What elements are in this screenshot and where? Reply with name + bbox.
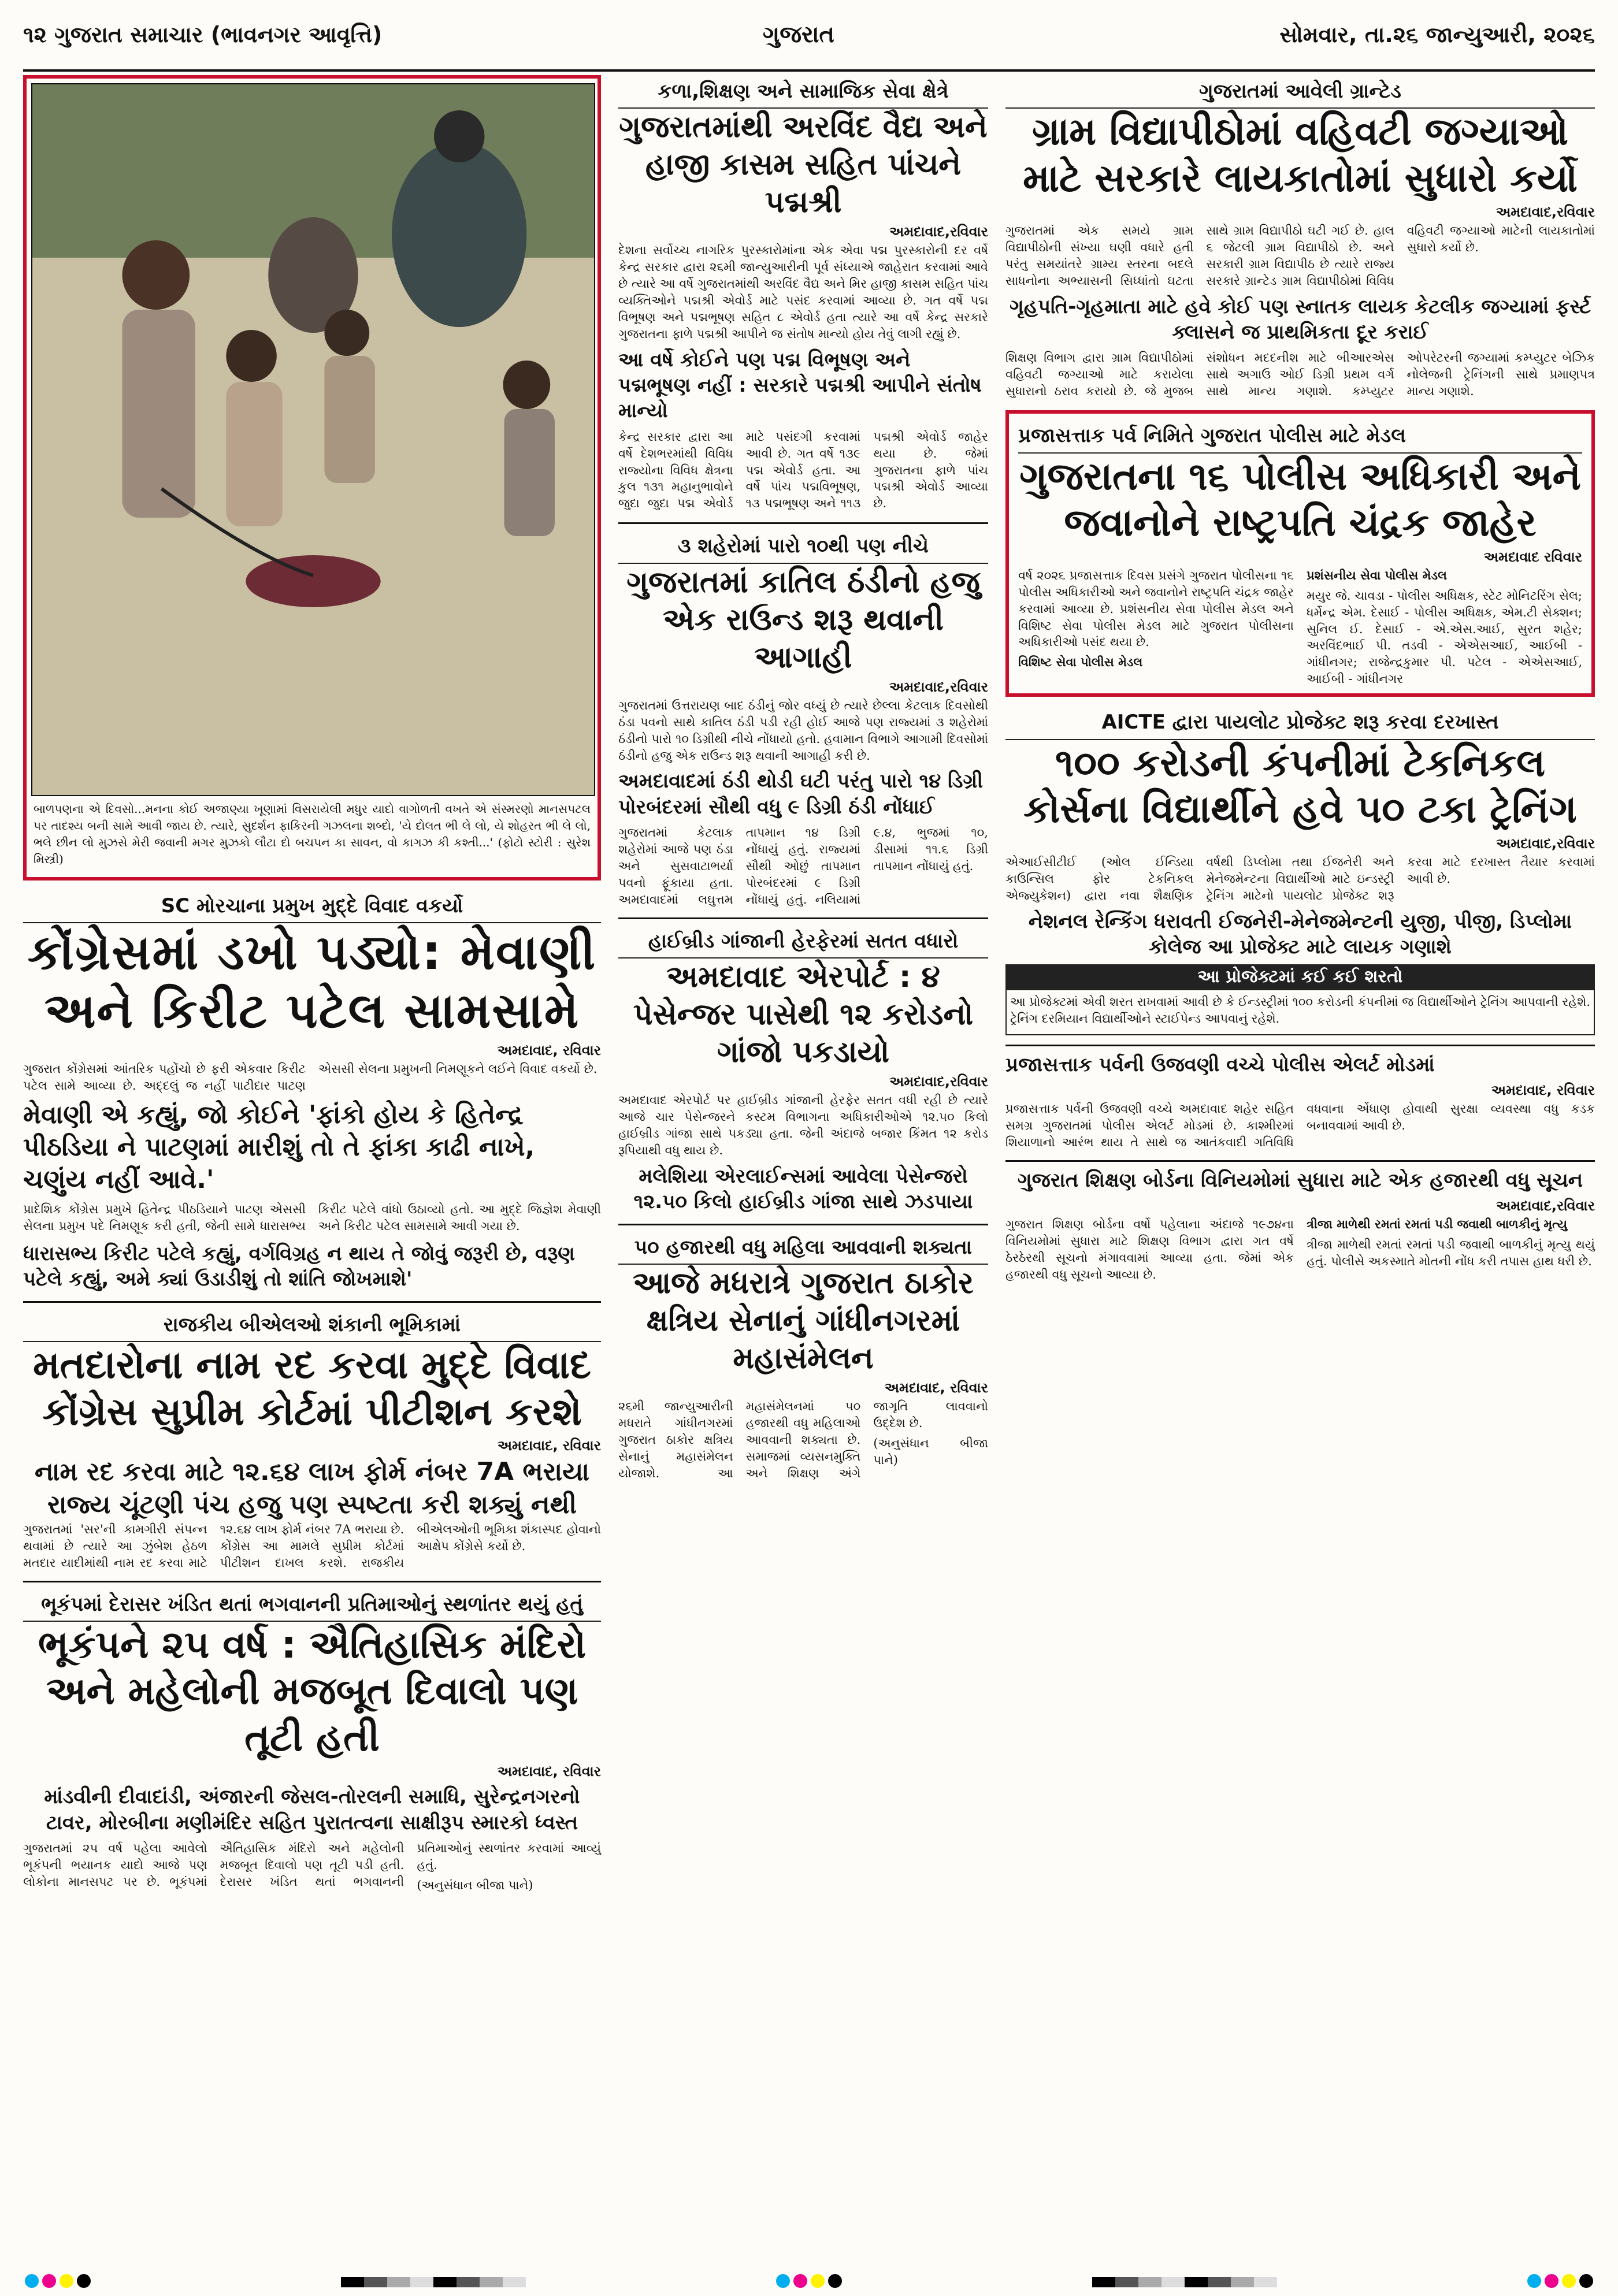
- article-dateline: અમદાવાદ,રવિવાર: [889, 678, 988, 695]
- article-body: [618, 1398, 988, 1482]
- article-headline: અમદાવાદ એરપોર્ટ : ૪ પેસેન્જર પાસેથી ૧૨ કરોડનો ગાંજો પકડાયો: [633, 959, 974, 1069]
- article-paragraph: પ્રાદેશિક કોંગ્રેસ પ્રમુખે હિતેન્દ્ર પીઠડિયાને પાટણ એસસી સેલના પ્રમુખ પદે નિમણૂક કરી હતી, જેની સામે ધારાસભ્ય કિરીટ પટેલે વાંધો ઉઠાવ્યો હતો. આ મુદ્દે જિજ્ઞેશ મેવાણી અને કિરીટ પટેલ સામસામે આવી ગયા છે.: [23, 1202, 601, 1233]
- article-body: [1018, 567, 1582, 688]
- article-kicker: રાજકીય બીએલઓ શંકાની ભૂમિકામાં: [23, 1309, 601, 1342]
- article-kicker: કળા,શિક્ષણ અને સામાજિક સેવા ક્ષેત્રે: [618, 75, 988, 109]
- article-subhead: અમદાવાદમાં ઠંડી થોડી ઘટી પરંતુ પારો ૧૪ ડિગ્રી પોરબંદરમાં સૌથી વધુ ૯ ડિગ્રી ઠંડી નોંધાઈ: [618, 770, 984, 819]
- article-body: [1005, 222, 1595, 289]
- article-voters-dispute: [23, 1309, 601, 1571]
- article-paragraph: ગુજરાતમાં ૨૫ વર્ષ પહેલા આવેલો ભૂકંપની ભયાનક યાદો આજે પણ લોકોના માનસપટ પર છે. ભૂકંપમાં ઐતિહાસિક મંદિરો અને મહેલોની મજબૂત દિવાલો પણ તૂટી પડી હતી. દેરાસર ખંડિત થતાં ભગવાનની પ્રતિમાઓનું સ્થળાંતર કરવામાં આવ્યું હતું.: [23, 1841, 601, 1889]
- right-column: [1005, 75, 1595, 1292]
- article-paragraph: આ પ્રોજેક્ટમાં એવી શરત રાખવામાં આવી છે કે ઈન્ડસ્ટ્રીમાં ૧૦૦ કરોડની કંપનીમાં જ વિદ્યાર્થીઓને ટ્રેનિંગ આપવાની રહેશે. ટ્રેનિંગ દરમિયાન વિદ્યાર્થીઓને સ્ટાઈપેન્ડ આપવાનું રહેશે.: [1010, 994, 1590, 1026]
- article-headline: મતદારોના નામ રદ કરવા મુદ્દે વિવાદ કોંગ્રેસ સુપ્રીમ કોર્ટમાં પીટીશન કરશે: [33, 1343, 591, 1434]
- article-headline: કોંગ્રેસમાં ડખો પડ્યો: મેવાણી અને કિરીટ પટેલ સામસામે: [27, 924, 597, 1039]
- left-column: [23, 75, 601, 1903]
- article-body: [618, 697, 988, 764]
- article-kicker: ભૂકંપમાં દેરાસર ખંડિત થતાં ભગવાનની પ્રતિમાઓનું સ્થળાંતર થયું હતું: [23, 1588, 601, 1622]
- article-paragraph: કેન્દ્ર સરકાર દ્વારા આ વર્ષે દેશભરમાંથી વિવિધ રાજ્યોના વિવિધ ક્ષેત્રના કુલ ૧૩૧ મહાનુભાવોને જુદા જુદા પદ્મ એવોર્ડ માટે પસંદગી કરવામાં આવી છે. ગત વર્ષે ૧૩૯ પદ્મ એવોર્ડ હતા. આ વર્ષે પાંચ પદ્મવિભૂષણ, ૧૩ પદ્મભૂષણ અને ૧૧૩ પદ્મશ્રી એવોર્ડ જાહેર થયા છે. જેમાં ગુજરાતના ફાળે પાંચ પદ્મશ્રી એવોર્ડ આવ્યા છે.: [618, 429, 988, 511]
- article-kicker: AICTE દ્વારા પાયલોટ પ્રોજેક્ટ શરૂ કરવા દરખાસ્ત: [1005, 706, 1595, 740]
- article-dateline: અમદાવાદ,રવિવાર: [1496, 204, 1595, 221]
- article-dateline: અમદાવાદ રવિવાર: [1483, 548, 1582, 565]
- photo-illustration: [32, 84, 594, 795]
- article-kicker: પ્રજાસત્તાક પર્વ નિમિતે ગુજરાત પોલીસ માટે મેડલ: [1018, 419, 1582, 453]
- article-headline: ગ્રામ વિદ્યાપીઠોમાં વહિવટી જગ્યાઓ માટે સરકારે લાયકાતોમાં સુધારો કર્યો: [1023, 109, 1578, 200]
- article-kicker: ગુજરાતમાં આવેલી ગ્રાન્ટેડ: [1005, 75, 1595, 109]
- article-padma-awards: [618, 75, 988, 513]
- article-paragraph: ગુજરાતમાં 'સર'ની કામગીરી સંપન્ન થવામાં છે ત્યારે આ ઝુંબેશ હેઠળ મતદાર યાદીમાંથી નામ રદ કરવા માટે ૧૨.૬૪ લાખ ફોર્મ નંબર 7A ભરાયા છે. કોંગ્રેસ આ મામલે સુપ્રીમ કોર્ટમાં પીટીશન દાખલ કરશે. રાજકીય બીએલઓની ભૂમિકા શંકાસ્પદ હોવાનો આક્ષેપ કોંગ્રેસે કર્યો છે.: [23, 1522, 601, 1570]
- article-kicker: ૩ શહેરોમાં પારો ૧૦થી પણ નીચે: [618, 530, 988, 563]
- article-dateline: અમદાવાદ, રવિવાર: [884, 1380, 988, 1396]
- medal-category-1: વિશિષ્ટ સેવા પોલીસ મેડલ: [1018, 655, 1143, 670]
- article-dateline: અમદાવાદ,રવિવાર: [889, 1073, 988, 1090]
- article-kicker: હાઈબ્રીડ ગાંજાની હેરફેરમાં સતત વધારો: [618, 925, 988, 958]
- article-body: [618, 242, 988, 343]
- children-playing-photo: [31, 83, 595, 796]
- article-body: [23, 1840, 601, 1894]
- medal-category-2: પ્રશંસનીય સેવા પોલીસ મેડલ: [1307, 567, 1447, 582]
- page-folio: [23, 0, 1595, 72]
- article-body-2: [1005, 350, 1595, 401]
- article-body: [23, 1061, 601, 1094]
- article-paragraph: એઆઈસીટીઈ (ઓલ ઈન્ડિયા કાઉન્સિલ ફોર ટેકનિકલ એજ્યુકેશન) દ્વારા નવા શૈક્ષણિક વર્ષથી ડિપ્લોમા તથા ઈજનેરી અને મેનેજમેન્ટના વિદ્યાર્થીઓ માટે ઇન્ડસ્ટ્રી ટ્રેનિંગ માટેનો પાયલોટ પ્રોજેક્ટ શરૂ કરવા માટે દરખાસ્ત તૈયાર કરવામાં આવી છે.: [1005, 855, 1595, 902]
- article-headline: ગુજરાત શિક્ષણ બોર્ડના વિનિયમોમાં સુધારા માટે એક હજારથી વધુ સૂચન: [1017, 1168, 1583, 1192]
- article-paragraph: ગુજરાતમાં એક સમયે ગ્રામ વિદ્યાપીઠોની સંખ્યા ઘણી વધારે હતી પરંતુ સમયાંતરે ગ્રામ્ય સ્તરના બદલે સાધનોના અભ્યાસની સિધ્ધાંતો ઘટતા સાથે ગ્રામ વિદ્યાપીઠો ઘટી ગઈ છે. હાલ ૬ જેટલી ગ્રામ વિદ્યાપીઠો છે. અને સરકારી ગ્રામ વિદ્યાપીઠ છે ત્યારે રાજ્ય સરકારે ગ્રાન્ટેડ ગ્રામ વિદ્યાપીઠોમાં વિવિધ વહિવટી જગ્યાઓ માટેની લાયકાતોમાં સુધારો કર્યો છે.: [1005, 224, 1595, 288]
- article-subhead: ગૃહપતિ-ગૃહમાતા માટે હવે કોઈ પણ સ્નાતક લાયક કેટલીક જગ્યામાં ફર્સ્ટ ક્લાસને જ પ્રાથમિકતા દૂર કરાઈ: [1009, 295, 1591, 344]
- article-dateline: અમદાવાદ, રવિવાર: [1491, 1082, 1595, 1098]
- article-subhead: આ વર્ષે કોઈને પણ પદ્મ વિભૂષણ અને પદ્મભૂષણ નહીં : સરકારે પદ્મશ્રી આપીને સંતોષ માન્યો: [618, 348, 982, 423]
- article-paragraph: ૨૬મી જાન્યુઆરીની મધરાતે ગાંધીનગરમાં ગુજરાત ઠાકોર ક્ષત્રિય સેનાનું મહાસંમેલન યોજાશે. આ મહાસંમેલનમાં ૫૦ હજારથી વધુ મહિલાઓ આવવાની શક્યતા છે. સમાજમાં વ્યસનમુક્તિ અને શિક્ષણ અંગે જાગૃતિ લાવવાનો ઉદ્દેશ છે.: [618, 1399, 988, 1481]
- article-subhead: મલેશિયા એરલાઈન્સમાં આવેલા પેસેન્જરો ૧૨.૫૦ કિલો હાઈબ્રીડ ગાંજા સાથે ઝડપાયા: [633, 1164, 973, 1213]
- article-paragraph: વર્ષ ૨૦૨૬ પ્રજાસત્તાક દિવસ પ્રસંગે ગુજરાત પોલીસના ૧૬ પોલીસ અધિકારીઓ અને જવાનોને રાષ્ટ્રપતિ ચંદ્રક જાહેર કરવામાં આવ્યા છે. પ્રશંસનીય સેવા પોલીસ મેડલ અને વિશિષ્ટ સેવા પોલીસ મેડલ માટે ગુજરાત પોલીસના અધિકારીઓ પસંદ થયા છે.: [1018, 568, 1294, 649]
- article-headline: ગુજરાતમાંથી અરવિંદ વૈદ્ય અને હાજી કાસમ સહિત પાંચને પદ્મશ્રી: [619, 110, 988, 220]
- article-dateline: અમદાવાદ,રવિવાર: [1496, 1198, 1595, 1214]
- article-headline: ભૂકંપને ૨૫ વર્ષ : ઐતિહાસિક મંદિરો અને મહેલોની મજબૂત દિવાલો પણ તૂટી હતી: [38, 1622, 587, 1760]
- article-subhead: નામ રદ કરવા માટે ૧૨.૬૪ લાખ ફોર્મ નંબર 7A ભરાયા રાજ્ય ચૂંટણી પંચ હજુ પણ સ્પષ્ટતા કરી શક્યું નથી: [34, 1457, 590, 1519]
- article-subhead: માંડવીની દીવાદાંડી, અંજારની જેસલ-તોરલની સમાધિ, સુરેન્દ્રનગરનો ટાવર, મોરબીના મણીમંદિર સહિત પુરાતત્વના સાક્ષીરૂપ સ્મારકો ધ્વસ્ત: [44, 1785, 580, 1834]
- newspaper-page: [23, 0, 1595, 2296]
- article-subhead: નેશનલ રેન્કિંગ ધરાવતી ઈજનેરી-મેનેજમેન્ટની યુજી, પીજી, ડિપ્લોમા કોલેજ આ પ્રોજેક્ટ માટે લાયક ગણાશે: [1028, 909, 1572, 958]
- article-paragraph: શિક્ષણ વિભાગ દ્વારા ગ્રામ વિદ્યાપીઠોમાં વહિવટી જગ્યાઓ માટે કરાયેલા સુધારાનો ઠરાવ કરાયો છે. જે મુજબ સંશોધન મદદનીશ માટે બીઆરએસ સાથે અગાઉ ઓઈ ડિગ્રી પ્રથમ વર્ગ સાથે માન્ય ગણાશે. કમ્પ્યુટર ઓપરેટરની જગ્યામાં કમ્પ્યુટર બેઝિક નોલેજની ટ્રેનિંગની સાથે પ્રમાણપત્ર માન્ય ગણાશે.: [1005, 351, 1595, 399]
- article-paragraph: દેશના સર્વોચ્ચ નાગરિક પુરસ્કારોમાંના એક એવા પદ્મ પુરસ્કારોની દર વર્ષે કેન્દ્ર સરકાર દ્વારા ૨૬મી જાન્યુઆરીની પૂર્વ સંધ્યાએ જાહેરાત કરવામાં આવે છે ત્યારે આ વર્ષે ગુજરાતમાંથી અરવિંદ વૈદ્ય અને મિર હાજી કાસમ સહિત પાંચ વ્યક્તિઓને પદ્મશ્રી એવોર્ડ માટે પસંદ કરવામાં આવ્યા છે. ગત વર્ષે પદ્મ વિભૂષણ અને પદ્મભૂષણ સહિત ૮ એવોર્ડ હતા ત્યારે આ વર્ષે કેન્દ્ર સરકારે ગુજરાતના ફાળે પદ્મશ્રી આપીને જ સંતોષ માન્યો હોય તેવું લાગી રહ્યું છે.: [618, 243, 988, 341]
- print-registration-strip: [23, 2273, 1595, 2291]
- sidebar-box-body: [1005, 989, 1595, 1035]
- article-quote: મેવાણી એ કહ્યું, જો કોઈને 'ફાંકો હોય કે હિતેન્દ્ર પીઠડિયા ને પાટણમાં મારીશું તો તે ફાંકા કાઢી નાખે, ચણુંય નહીં આવે.': [23, 1099, 535, 1195]
- article-paragraph: ગુજરાત શિક્ષણ બોર્ડના વર્ષો પહેલાના અંદાજે ૧૯૭૪ના વિનિયમોમાં સુધારા માટે શિક્ષણ વિભાગ દ્વારા ગત વર્ષે ઠેરઠેરથી સૂચનો મંગાવવામાં આવ્યા હતા. જેમાં એક હજારથી વધુ સૂચનો આવ્યા છે.: [1005, 1217, 1294, 1281]
- article-kicker: SC મોરચાના પ્રમુખ મુદ્દે વિવાદ વકર્યો: [23, 890, 601, 923]
- article-kicker: ૫૦ હજારથી વધુ મહિલા આવવાની શક્યતા: [618, 1231, 988, 1265]
- continued-note: (અનુસંધાન બીજા પાને): [417, 1878, 533, 1892]
- sidebar-box-head: આ પ્રોજેક્ટમાં કઈ કઈ શરતો: [1005, 964, 1595, 989]
- article-body-2: [618, 429, 988, 514]
- continued-note: (અનુસંધાન બીજા પાને): [873, 1436, 988, 1467]
- article-earthquake: [23, 1588, 601, 1894]
- article-body: [23, 1521, 601, 1571]
- article-paragraph: ગુજરાતમાં કેટલાક શહેરોમાં આજે પણ ઠંડા અને સુસવાટાભર્યા પવનો ફૂંકાયા હતા. અમદાવાદમાં લઘુત્તમ તાપમાન ૧૪ ડિગ્રી નોંધાયું હતું. રાજ્યમાં સૌથી ઓછું તાપમાન પોરબંદરમાં ૯ ડિગ્રી નોંધાયું હતું. નલિયામાં ૯.૪, ભુજમાં ૧૦, ડીસામાં ૧૧.૬ ડિગ્રી તાપમાન નોંધાયું હતું.: [618, 825, 988, 906]
- folio-section: ગુજરાત: [763, 21, 835, 48]
- article-cold-wave: [618, 530, 988, 908]
- article-headline: પ્રજાસત્તાક પર્વની ઉજવણી વચ્ચે પોલીસ એલર્ટ મોડમાં: [1005, 1053, 1435, 1076]
- article-dateline: અમદાવાદ, રવિવાર: [497, 1763, 601, 1780]
- article-paragraph: અમદાવાદ એરપોર્ટ પર હાઈબ્રીડ ગાંજાની હેરફેર સતત વધી રહી છે ત્યારે આજે ચાર પેસેન્જરને કસ્ટમ વિભાગના અધિકારીઓએ ૧૨.૫૦ કિલો હાઈબ્રીડ ગાંજા સાથે પકડ્યા હતા. જેની અંદાજે બજાર કિંમત ૧૨ કરોડ રૂપિયાથી વધુ થાય છે.: [618, 1093, 988, 1157]
- article-headline: ૧૦૦ કરોડની કંપનીમાં ટેકનિકલ કોર્સના વિદ્યાર્થીને હવે ૫૦ ટકા ટ્રેનિંગ: [1023, 740, 1577, 832]
- photo-caption: બાળપણના એ દિવસો...મનના કોઈ અજાણ્યા ખૂણામાં વિસરાયેલી મધુર યાદો વાગોળતી વખતે એ સંસ્મરણો માનસપટલ પર તાદશ્ય બની સામે આવી જાય છે. ત્યારે, સુદર્શન ફાકિરની ગઝલના શબ્દો, 'યે દોલત ભી લે લો, યે શોહરત ભી લે લો, ભલે છીન લો મુઝસે મેરી જવાની મગર મુઝકો લૌટા દો બચપન કા સાવન, વો કાગઝ કી કશ્તી...' (ફોટો સ્ટોરી : સુરેશ મિસ્ત્રી): [34, 802, 591, 866]
- article-education-board: [1005, 1168, 1595, 1283]
- article-body: [618, 1092, 988, 1159]
- article-headline: ગુજરાતમાં કાતિલ ઠંડીનો હજુ એક રાઉન્ડ શરૂ થવાની આગાહી: [626, 564, 980, 675]
- article-headline: આજે મધરાત્રે ગુજરાત ઠાકોર ક્ષત્રિય સેનાનું ગાંધીનગરમાં મહાસંમેલન: [632, 1266, 974, 1376]
- article-congress-dispute: [23, 890, 601, 1292]
- article-body: [1005, 854, 1595, 904]
- article-headline: ગુજરાતના ૧૬ પોલીસ અધિકારી અને જવાનોને રાષ્ટ્રપતિ ચંદ્રક જાહેર: [1019, 454, 1581, 545]
- article-dateline: અમદાવાદ,રવિવાર: [889, 224, 988, 240]
- article-dateline: અમદાવાદ, રવિવાર: [497, 1437, 601, 1454]
- article-police-alert: [1005, 1052, 1595, 1151]
- article-dateline: અમદાવાદ, રવિવાર: [497, 1042, 601, 1058]
- article-body-2: [618, 824, 988, 908]
- photo-story: [23, 75, 601, 880]
- article-body: [1005, 1101, 1595, 1151]
- article-police-medals: [1005, 410, 1595, 697]
- article-aicte: [1005, 706, 1595, 1035]
- article-paragraph: ગુજરાત કોંગ્રેસમાં આંતરિક પહોંચો છે ફરી એકવાર કિરીટ પટેલ સામે આવ્યા છે. અદ્દલું જ નહીં પાટીદાર પાટણ એસસી સેલના પ્રમુખની નિમણૂકને લઈને વિવાદ વકર્યો છે.: [23, 1061, 598, 1093]
- article-body-2: [23, 1201, 601, 1236]
- article-airport-ganja: [618, 925, 988, 1214]
- article-thakor-sammelan: [618, 1231, 988, 1482]
- article-paragraph: ગુજરાતમાં ઉત્તરાયણ બાદ ઠંડીનું જોર વધ્યું છે ત્યારે છેલ્લા કેટલાક દિવસોથી ઠંડા પવનો સાથે કાતિલ ઠંડી પડી રહી હોઈ આજે પણ રાજ્યમાં ૩ શહેરોમાં ઠંડીનો પારો ૧૦ ડિગ્રીથી નીચે નોંધાયો હતો. હવામાન વિભાગે આગામી દિવસોમાં ઠંડીનો હજુ એક રાઉન્ડ શરૂ થવાની આગાહી કરી છે.: [618, 698, 988, 763]
- article-paragraph: પ્રજાસત્તાક પર્વની ઉજવણી વચ્ચે અમદાવાદ શહેર સહિત સમગ્ર ગુજરાતમાં પોલીસ એલર્ટ મોડમાં છે. કાશ્મીરમાં શિયાળાનો આરંભ થાય તે સાથે જ આતંકવાદી ગતિવિધિ વધવાના એંધાણ હોવાથી સુરક્ષા વ્યવસ્થા વધુ કડક બનાવવામાં આવી છે.: [1005, 1102, 1595, 1149]
- brief-headline: ત્રીજા માળેથી રમતાં રમતાં પડી જવાથી બાળકીનું મૃત્યુ: [1307, 1217, 1568, 1232]
- article-gram-vidyapith: [1005, 75, 1595, 401]
- middle-column: [618, 75, 988, 1491]
- medal-recipients: મયુર જે. ચાવડા - પોલીસ અધિક્ષક, સ્ટેટ મોનિટરિંગ સેલ; ધર્મેન્દ્ર એમ. દેસાઈ - પોલીસ અધિક્ષક, એમ.ટી સેક્શન; સુનિલ ઈ. દેસાઈ - એ.એસ.આઈ, સુરત શહેર; અરવિંદભાઈ પી. તડવી - એએસઆઈ, આઈબી - ગાંધીનગર; રાજેન્દ્રકુમાર પી. પટેલ - એએસઆઈ, આઈબી - ગાંધીનગર: [1307, 588, 1582, 686]
- article-quote-2: ધારાસભ્ય કિરીટ પટેલે કહ્યું, વર્ગવિગ્રહ ન થાય તે જોવું જરૂરી છે, વરૂણ પટેલે કહ્યું, અમે ક્યાં ઉડાડીશું તો શાંતિ જોખમાશે': [23, 1242, 575, 1291]
- article-dateline: અમદાવાદ,રવિવાર: [1496, 835, 1595, 852]
- folio-date: સોમવાર, તા.૨૬ જાન્યુઆરી, ૨૦૨૬: [1279, 21, 1595, 47]
- article-paragraph: ત્રીજા માળેથી રમતાં રમતાં પડી જવાથી બાળકીનું મૃત્યુ થયું હતું. પોલીસે અકસ્માતે મોતની નોંધ કરી તપાસ હાથ ધરી છે.: [1307, 1238, 1595, 1269]
- article-body: [1005, 1216, 1595, 1283]
- folio-publication: ૧૨ ગુજરાત સમાચાર (ભાવનગર આવૃત્તિ): [23, 21, 383, 47]
